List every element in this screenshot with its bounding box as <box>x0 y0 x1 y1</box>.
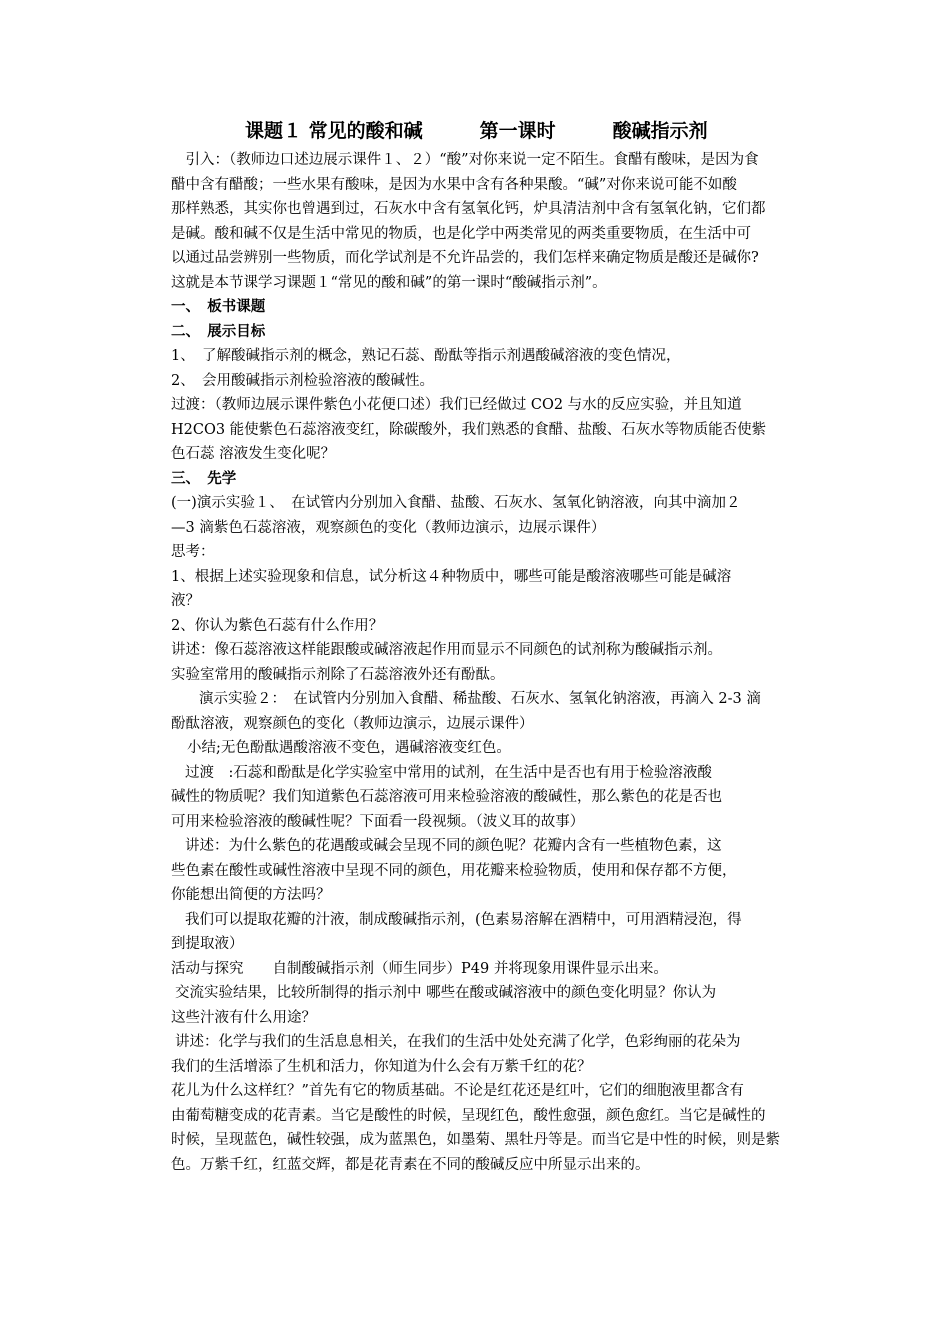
text-line: (一)演示实验１、 在试管内分别加入食醋、盐酸、石灰水、氢氧化钠溶液，向其中滴加２ <box>171 495 741 511</box>
text-line: 这些汁液有什么用途？ <box>171 1009 316 1026</box>
text-line: 时候，呈现蓝色，碱性较强，成为蓝黑色，如墨菊、黑牡丹等是。而当它是中性的时候，则是紫 <box>171 1132 780 1148</box>
text-line: 液？ <box>171 593 200 609</box>
text-line: 到提取液） <box>171 936 244 952</box>
document-body <box>171 148 816 1177</box>
text-line: 这就是本节课学习课题１“常见的酸和碱”的第一课时“酸碱指示剂”。 <box>171 274 607 291</box>
text-line: 酚酞溶液，观察颜色的变化（教师边演示，边展示课件） <box>171 715 534 732</box>
text-line: 活动与探究 自制酸碱指示剂（师生同步）P49 并将现象用课件显示出来。 <box>171 960 668 977</box>
text-line: 以通过品尝辨别一些物质，而化学试剂是不允许品尝的，我们怎样来确定物质是酸还是碱你? <box>171 250 759 266</box>
text-line: 那样熟悉，其实你也曾遇到过，石灰水中含有氢氧化钙，炉具清洁剂中含有氢氧化钠，它们都 <box>171 201 766 217</box>
text-line: 讲述：为什么紫色的花遇酸或碱会呈现不同的颜色呢？花瓣内含有一些植物色素，这 <box>185 838 722 854</box>
text-line: 引入：（教师边口述边展示课件１、２）“酸”对你来说一定不陌生。食醋有酸味，是因为食 <box>171 152 759 168</box>
text-line: 2、 会用酸碱指示剂检验溶液的酸碱性。 <box>171 372 434 389</box>
text-line: 些色素在酸性或碱性溶液中呈现不同的颜色，用花瓣来检验物质，使用和保存都不方便， <box>171 862 737 879</box>
text-line: 醋中含有醋酸；一些水果有酸味，是因为水果中含有各种果酸。“碱”对你来说可能不如酸 <box>171 176 737 193</box>
text-line: 1、 了解酸碱指示剂的概念，熟记石蕊、酚酞等指示剂遇酸碱溶液的变色情况， <box>171 348 681 364</box>
text-line: 讲述：化学与我们的生活息息相关，在我们的生活中处处充满了化学，色彩绚丽的花朵为 <box>175 1034 741 1050</box>
text-line: 过渡：（教师边展示课件紫色小花便口述）我们已经做过 CO2 与水的反应实验，并且知道 <box>171 397 742 413</box>
text-line: 由葡萄糖变成的花青素。当它是酸性的时候，呈现红色，酸性愈强，颜色愈红。当它是碱性的 <box>171 1107 766 1124</box>
text-line: 思考： <box>171 544 215 560</box>
title-period: 第一课时 <box>479 120 556 142</box>
text-line: 1、根据上述实验现象和信息，试分析这４种物质中，哪些可能是酸溶液哪些可能是碱溶 <box>171 568 732 585</box>
text-line: —3 滴紫色石蕊溶液，观察颜色的变化（教师边演示，边展示课件） <box>171 519 606 536</box>
text-line: 2、你认为紫色石蕊有什么作用？ <box>171 617 384 634</box>
text-line: 我们可以提取花瓣的汁液，制成酸碱指示剂，(色素易溶解在酒精中，可用酒精浸泡，得 <box>185 911 742 928</box>
title-topic: 酸碱指示剂 <box>612 120 708 142</box>
text-line: 交流实验结果，比较所制得的指示剂中 哪些在酸或碱溶液中的颜色变化明显？你认为 <box>175 985 717 1001</box>
document-title <box>0 118 950 144</box>
text-line: 我们的生活增添了生机和活力，你知道为什么会有万紫千红的花？ <box>171 1058 592 1075</box>
text-line: H2CO3 能使紫色石蕊溶液变红，除碳酸外，我们熟悉的食醋、盐酸、石灰水等物质能否使紫 <box>171 421 767 438</box>
text-line: 讲述：像石蕊溶液这样能跟酸或碱溶液起作用而显示不同颜色的试剂称为酸碱指示剂。 <box>171 642 722 658</box>
text-line: 是碱。酸和碱不仅是生活中常见的物质，也是化学中两类常见的两类重要物质，在生活中可 <box>171 225 751 242</box>
text-line: 色石蕊 溶液发生变化呢？ <box>171 446 336 462</box>
text-line: 你能想出简便的方法吗？ <box>171 887 331 903</box>
text-line: 花儿为什么这样红？”首先有它的物质基础。不论是红花还是红叶，它们的细胞液里都含有 <box>171 1083 744 1099</box>
section-heading: 一、 板书课题 <box>171 298 266 315</box>
section-heading: 三、 先学 <box>171 469 237 487</box>
text-line: 过渡 :石蕊和酚酞是化学实验室中常用的试剂，在生活中是否也有用于检验溶液酸 <box>185 764 712 781</box>
text-line: 演示实验２： 在试管内分别加入食醋、稀盐酸、石灰水、氢氧化钠溶液，再滴入 2-3 滴 <box>199 691 761 707</box>
text-line: 色。万紫千红，红蓝交辉，都是花青素在不同的酸碱反应中所显示出来的。 <box>171 1156 650 1173</box>
text-line: 可用来检验溶液的酸碱性呢？下面看一段视频。（波义耳的故事） <box>171 813 585 830</box>
section-heading: 二、 展示目标 <box>171 322 266 340</box>
text-line: 碱性的物质呢？我们知道紫色石蕊溶液可用来检验溶液的酸碱性，那么紫色的花是否也 <box>171 789 722 805</box>
title-lesson: 课题１ 常见的酸和碱 <box>245 120 423 142</box>
text-line: 实验室常用的酸碱指示剂除了石蕊溶液外还有酚酞。 <box>171 666 505 683</box>
text-line: 小结;无色酚酞遇酸溶液不变色，遇碱溶液变红色。 <box>187 740 511 756</box>
